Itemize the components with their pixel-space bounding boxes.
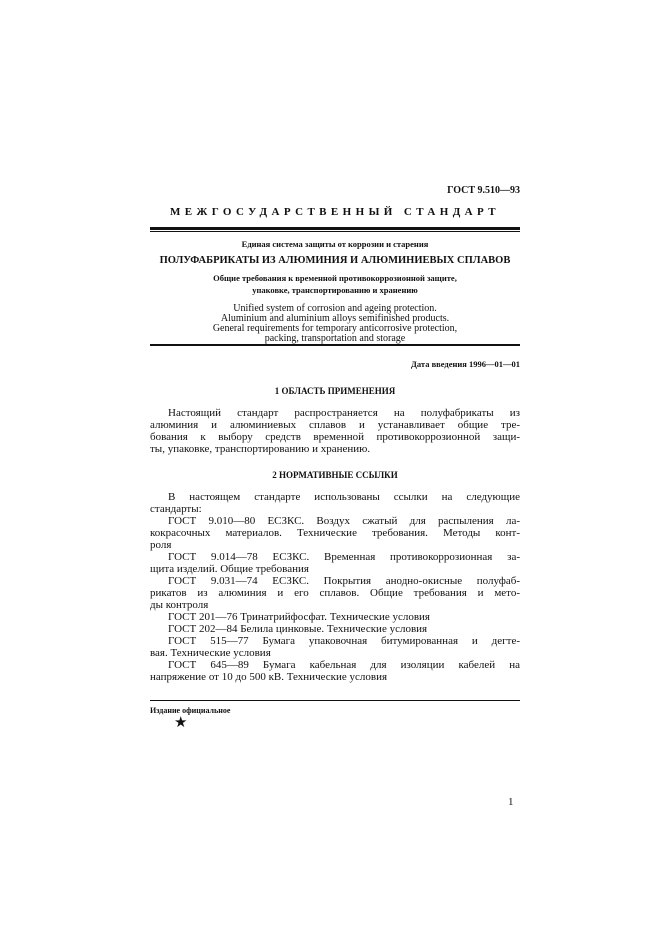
- title-rule-thin: [150, 231, 520, 232]
- english-line: Unified system of corrosion and ageing protection.: [233, 303, 437, 314]
- english-line: General requirements for temporary anticorrosive protection,: [212, 323, 458, 334]
- page-number: 1: [508, 796, 514, 808]
- text-line: ГОСТ 515—77 Бумага упаковочная битумированная и дегте-: [168, 635, 520, 647]
- header-bottom-rule: [150, 344, 520, 346]
- text-line: ГОСТ 9.031—74 ЕСЗКС. Покрытия анодно-окисные полуфаб-: [168, 575, 520, 587]
- text-line: ты, упаковке, транспортированию и хранению.: [150, 443, 371, 455]
- main-title: ПОЛУФАБРИКАТЫ ИЗ АЛЮМИНИЯ И АЛЮМИНИЕВЫХ СПЛАВОВ: [159, 255, 511, 266]
- text-line: ГОСТ 9.010—80 ЕСЗКС. Воздух сжатый для распыления ла-: [168, 515, 520, 527]
- title-rule-thick: [150, 227, 520, 230]
- text-line: В настоящем стандарте использованы ссылки на следующие: [168, 491, 520, 503]
- text-line: напряжение от 10 до 500 кВ. Технические условия: [150, 671, 388, 683]
- text-line: щита изделий. Общие требования: [150, 563, 309, 575]
- star-icon: ★: [174, 715, 188, 731]
- edition-label: Издание официальное: [150, 706, 231, 715]
- text-line: бования к выбору средств временной противокоррозионной защи-: [150, 431, 520, 443]
- intro-date: Дата введения 1996—01—01: [411, 359, 520, 369]
- english-title: [150, 304, 520, 344]
- text-line: ды контроля: [150, 599, 209, 611]
- subtitle: [150, 272, 520, 296]
- text-line: ГОСТ 202—84 Белила цинковые. Технические условия: [168, 623, 428, 635]
- system-line: Единая система защиты от коррозии и старения: [241, 239, 429, 249]
- english-line: Aluminium and aluminium alloys semifinished products.: [220, 313, 450, 324]
- subtitle-line: Общие требования к временной противокоррозионной защите,: [213, 273, 457, 283]
- standard-title: МЕЖГОСУДАРСТВЕННЫЙ СТАНДАРТ: [169, 206, 501, 218]
- text-line: роля: [150, 539, 172, 551]
- english-line: packing, transportation and storage: [264, 333, 406, 344]
- text-line: кокрасочных материалов. Технические требования. Методы конт-: [150, 527, 520, 539]
- text-line: ГОСТ 9.014—78 ЕСЗКС. Временная противокоррозионная за-: [168, 551, 520, 563]
- section-heading-references: 2 НОРМАТИВНЫЕ ССЫЛКИ: [272, 470, 398, 480]
- subtitle-line: упаковке, транспортированию и хранению: [252, 285, 418, 295]
- text-line: Настоящий стандарт распространяется на полуфабрикаты из: [168, 407, 520, 419]
- text-line: ГОСТ 645—89 Бумага кабельная для изоляции кабелей на: [168, 659, 520, 671]
- text-line: ГОСТ 201—76 Тринатрийфосфат. Технические условия: [168, 611, 430, 623]
- text-line: алюминия и алюминиевых сплавов и устанавливает общие тре-: [150, 419, 520, 431]
- text-line: рикатов из алюминия и его сплавов. Общие требования и мето-: [150, 587, 520, 599]
- text-line: стандарты:: [150, 503, 202, 515]
- gost-code: ГОСТ 9.510—93: [447, 185, 520, 196]
- footer-rule: [150, 700, 520, 701]
- text-line: вая. Технические условия: [150, 647, 271, 659]
- section-heading-scope: 1 ОБЛАСТЬ ПРИМЕНЕНИЯ: [274, 386, 396, 396]
